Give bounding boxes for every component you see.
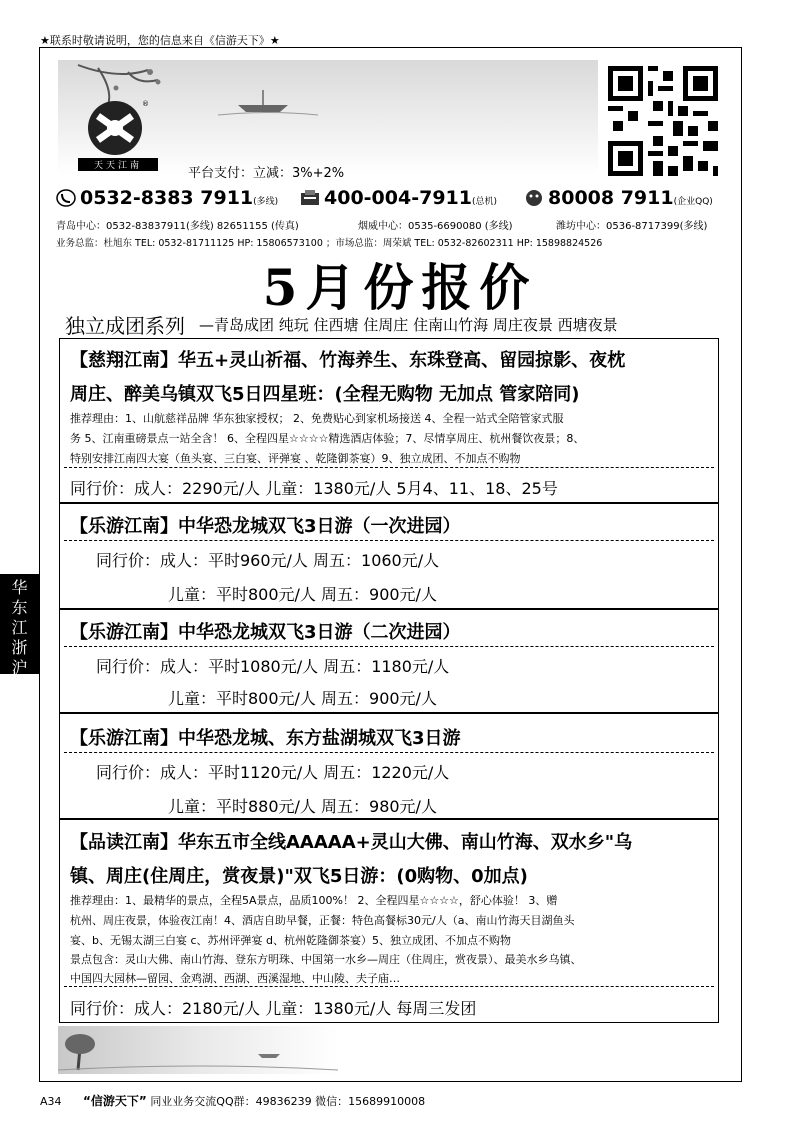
adult-price: 同行价：成人：平时960元/人 周五：1060元/人 — [96, 551, 440, 570]
center-weifang: 潍坊中心：0536-8717399(多线) — [556, 221, 708, 232]
tour-title-cont: 镇、周庄(住周庄，赏夜景)"双飞5日游：(0购物、0加点) — [70, 866, 528, 887]
divider — [64, 540, 714, 541]
divider — [64, 646, 714, 647]
divider — [64, 752, 714, 753]
tour-title: 【乐游江南】中华恐龙城双飞3日游（二次进园） — [70, 622, 461, 643]
tour-title-cont: 周庄、醉美乌镇双飞5日四星班：(全程无购物 无加点 管家陪同) — [70, 384, 580, 405]
page-title: 5月份报价 — [262, 258, 538, 317]
qr-code — [603, 60, 723, 182]
recommend-line: 推荐理由：1、山航慈祥品牌 华东独家授权； 2、免费贴心到家机场接送 4、全程一站式全陪管家式服 — [70, 412, 564, 425]
series-header — [59, 304, 719, 339]
center-qingdao: 青岛中心：0532-83837911(多线) 82651155 (传真) — [56, 221, 299, 232]
region-tab-char: 华 — [11, 578, 28, 597]
region-tab-char: 江 — [11, 618, 28, 637]
contact-phones — [56, 187, 736, 217]
footer-contact: 同业业务交流QQ群：49836239 微信：15689910008 — [150, 1095, 426, 1108]
divider — [64, 986, 714, 987]
center-yanwei: 烟威中心：0535-6690080 (多线) — [358, 221, 513, 232]
tour-title: 【品读江南】华东五市全线AAAAA+灵山大佛、南山竹海、双水乡"乌 — [70, 832, 633, 853]
recommend-line: 务 5、江南重磅景点一站全含！ 6、全程四星☆☆☆☆精选酒店体验；7、尽情享周庄、杭州餐饮夜景；8、 — [70, 432, 585, 445]
child-price: 儿童：平时800元/人 周五：900元/人 — [168, 689, 437, 708]
phone-note: (多线) — [253, 197, 279, 207]
recommend-line: 特别安排江南四大宴（鱼头宴、三白宴、评弹宴 、乾隆御茶宴）9、独立成团、不加点不购物 — [70, 452, 521, 465]
region-tab-char: 浙 — [11, 638, 28, 657]
phone-icon — [56, 189, 76, 207]
phone-note: (企业QQ) — [673, 197, 713, 207]
tour-title: 【乐游江南】中华恐龙城双飞3日游（一次进园） — [70, 516, 461, 537]
phone-number: 0532-8383 7911 — [80, 187, 254, 209]
region-tab — [0, 574, 39, 677]
divider — [64, 467, 714, 468]
page-number: A34 — [40, 1095, 62, 1108]
child-price: 儿童：平时800元/人 周五：900元/人 — [168, 585, 437, 604]
phone-line-2 — [300, 187, 497, 209]
staff-contacts: 业务总监：杜旭东 TEL: 0532-81711125 HP: 15806573100 ；市场总监：周荣斌 TEL: 0532-82602311 HP: 15898824526 — [56, 238, 603, 249]
adult-price: 同行价：成人：平时1080元/人 周五：1180元/人 — [96, 657, 450, 676]
phone-line-1 — [56, 187, 278, 209]
adult-price: 同行价：成人：平时1120元/人 周五：1220元/人 — [96, 763, 450, 782]
tour-card — [59, 713, 719, 819]
fax-icon — [300, 189, 320, 207]
child-price: 儿童：平时880元/人 周五：980元/人 — [168, 797, 437, 816]
region-tab-char: 沪 — [11, 658, 28, 677]
contact-note: ★联系时敬请说明，您的信息来自《信游天下》★ — [40, 34, 280, 47]
footer-slogan: “信游天下” — [83, 1094, 147, 1108]
sights-line: 景点包含：灵山大佛、南山竹海、登东方明珠、中国第一水乡—周庄（住周庄，赏夜景）、最美水乡乌镇、 — [70, 953, 582, 966]
recommend-line: 推荐理由：1、最精华的景点，全程5A景点，品质100%！ 2、全程四星☆☆☆☆，舒心体验！ 3、赠 — [70, 894, 558, 907]
tree-landscape-illustration — [58, 1026, 338, 1074]
tour-title: 【慈翔江南】华五+灵山祈福、竹海养生、东珠登高、留园掠影、夜枕 — [70, 350, 626, 371]
series-title: 独立成团系列 — [65, 314, 185, 338]
tour-card — [59, 503, 719, 609]
payment-discount: 平台支付：立减：3%+2% — [188, 166, 345, 181]
phone-number: 80008 7911 — [548, 187, 674, 209]
tour-price: 同行价：成人：2290元/人 儿童：1380元/人 5月4、11、18、25号 — [70, 479, 558, 498]
phone-note: (总机) — [471, 197, 498, 207]
tour-title: 【乐游江南】中华恐龙城、东方盐湖城双飞3日游 — [70, 728, 461, 749]
recommend-line: 杭州、周庄夜景，体验夜江南！4、酒店自助早餐，正餐：特色高餐标30元/人（a、南山竹海天目湖鱼头 — [70, 914, 575, 927]
svg-text:®: ® — [142, 100, 149, 108]
qq-icon — [524, 189, 544, 207]
tiantian-jiangnan-logo — [80, 98, 150, 158]
sights-line: 中国四大园林—留园、金鸡湖、西湖、西溪湿地、中山陵、夫子庙… — [70, 972, 400, 985]
region-tab-char: 东 — [11, 598, 28, 617]
brand-name: 天天江南 — [78, 158, 158, 171]
tour-price: 同行价：成人：2180元/人 儿童：1380元/人 每周三发团 — [70, 999, 477, 1018]
phone-number: 400-004-7911 — [324, 187, 472, 209]
page-footer — [40, 1092, 425, 1109]
tour-card — [59, 338, 719, 503]
recommend-line: 宴、b、无锡太湖三白宴 c、苏州评弹宴 d、杭州乾隆御茶宴）5、独立成团、不加点不购物 — [70, 934, 512, 947]
phone-line-3 — [524, 187, 713, 209]
series-subtitle: —青岛成团 纯玩 住西塘 住周庄 住南山竹海 周庄夜景 西塘夜景 — [199, 316, 618, 334]
footer-ink-painting — [58, 1026, 338, 1074]
tour-card — [59, 819, 719, 1023]
tour-card — [59, 609, 719, 713]
